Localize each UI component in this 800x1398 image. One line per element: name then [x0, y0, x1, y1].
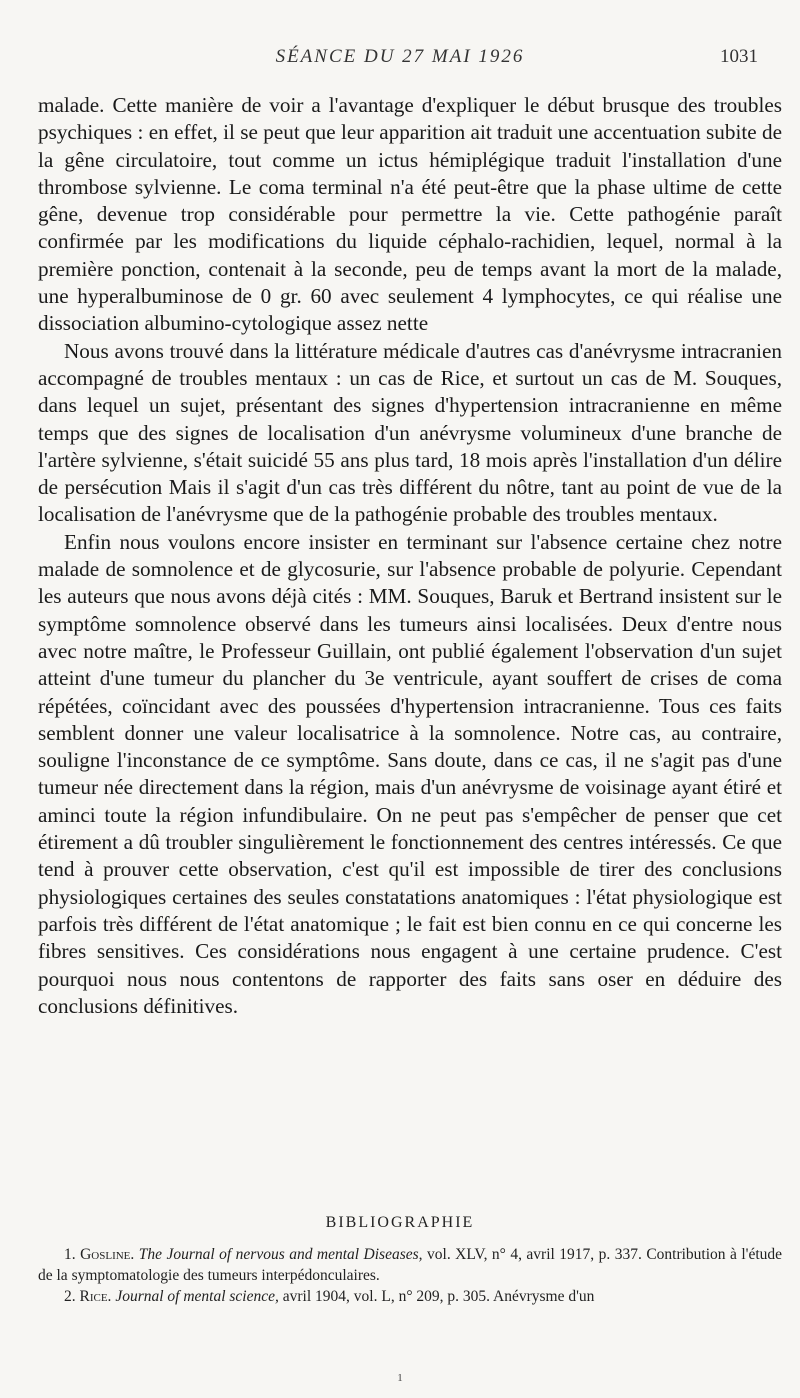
entry-number: 1. [64, 1246, 76, 1263]
running-title: SÉANCE DU 27 MAI 1926 [275, 46, 525, 67]
bibliography-entry [38, 1244, 782, 1286]
body-text [38, 92, 782, 1020]
paragraph: malade. Cette manière de voir a l'avantage d'expliquer le début brusque des troubles psychiques : en effet, il se peut que leur apparition ait traduit une accentuation subite de la gêne circulatoire, tout comme un ictus hémiplégique traduit l'installation d'une thrombose sylvienne. Le coma terminal n'a été peut-être que la phase ultime de cette gêne, devenue trop considérable pour permettre la vie. Cette pathogénie paraît confirmée par les modifications du liquide céphalo-rachidien, lequel, normal à la première ponction, contenait à la seconde, peu de temps avant la mort de la malade, une hyperalbuminose de 0 gr. 60 avec seulement 4 lymphocytes, ce qui réalise une dissociation albumino-cytologique assez nette [38, 93, 782, 336]
bibliography-heading: BIBLIOGRAPHIE [325, 1214, 475, 1231]
paragraph: Enfin nous voulons encore insister en terminant sur l'absence certaine chez notre malade de somnolence et de glycosurie, sur l'absence probable de polyurie. Cependant les auteurs que nous avons déjà cités : MM. Souques, Baruk et Bertrand insistent sur le symptôme somnolence observé dans les tumeurs ainsi localisées. Deux d'entre nous avec notre maître, le Professeur Guillain, ont publié également l'observation d'un sujet atteint d'une tumeur du plancher du 3e ventricule, ayant souffert de crises de coma répétées, coïncidant avec des poussées d'hypertension intracranienne. Tous ces faits semblent donner une valeur localisatrice à la somnolence. Notre cas, au contraire, souligne l'inconstance de ce symptôme. Sans doute, dans ce cas, il ne s'agit pas d'une tumeur née directement dans la région, mais d'un anévrysme de voisinage ayant étiré et aminci toute la région infundibulaire. On ne peut pas s'empêcher de penser que cet étirement a dû troubler singulièrement le fonctionnement des centres intéressés. Ce que tend à prouver cette observation, c'est qu'il est impossible de tirer des conclusions physiologiques certaines des seules constatations anatomiques : l'état physiologique est parfois très différent de l'état anatomique ; le fait est bien connu en ce qui concerne les fibres sensitives. Ces considérations nous engagent à une certaine prudence. C'est pourquoi nous nous contentons de rapporter des faits sans oser en déduire des conclusions définitives. [38, 529, 782, 1018]
paragraph: Nous avons trouvé dans la littérature médicale d'autres cas d'anévrysme intracranien accompagné de troubles mentaux : un cas de Rice, et surtout un cas de M. Souques, dans lequel un sujet, présentant des signes d'hypertension intracranienne en même temps que des signes de localisation d'un anévrysme volumineux d'une branche de l'artère sylvienne, s'était suicidé 55 ans plus tard, 18 mois après l'installation d'un délire de persécution Mais il s'agit d'un cas très différent du nôtre, tant au point de vue de la localisation de l'anévrysme que de la pathogénie probable des troubles mentaux. [38, 338, 782, 527]
entry-details: vol. XLV, n° 4, avril 1917, p. 337. Contribution à l'étude de la symptomatologie des tumeurs interpédonculaires. [38, 1246, 783, 1284]
entry-journal: The Journal of nervous and mental Diseases, [138, 1246, 423, 1263]
page-number: 1031 [720, 46, 758, 67]
entry-author: Gosline. [80, 1246, 135, 1263]
entry-author: Rice. [79, 1288, 112, 1305]
signature-mark: 1 [397, 1372, 403, 1384]
entry-journal: Journal of mental science, [115, 1288, 279, 1305]
bibliography-entry [38, 1286, 782, 1307]
running-head [38, 46, 762, 74]
entry-number: 2. [64, 1288, 76, 1305]
bibliography-list [38, 1244, 782, 1307]
entry-details: avril 1904, vol. L, n° 209, p. 305. Anévrysme d'un [282, 1288, 595, 1305]
